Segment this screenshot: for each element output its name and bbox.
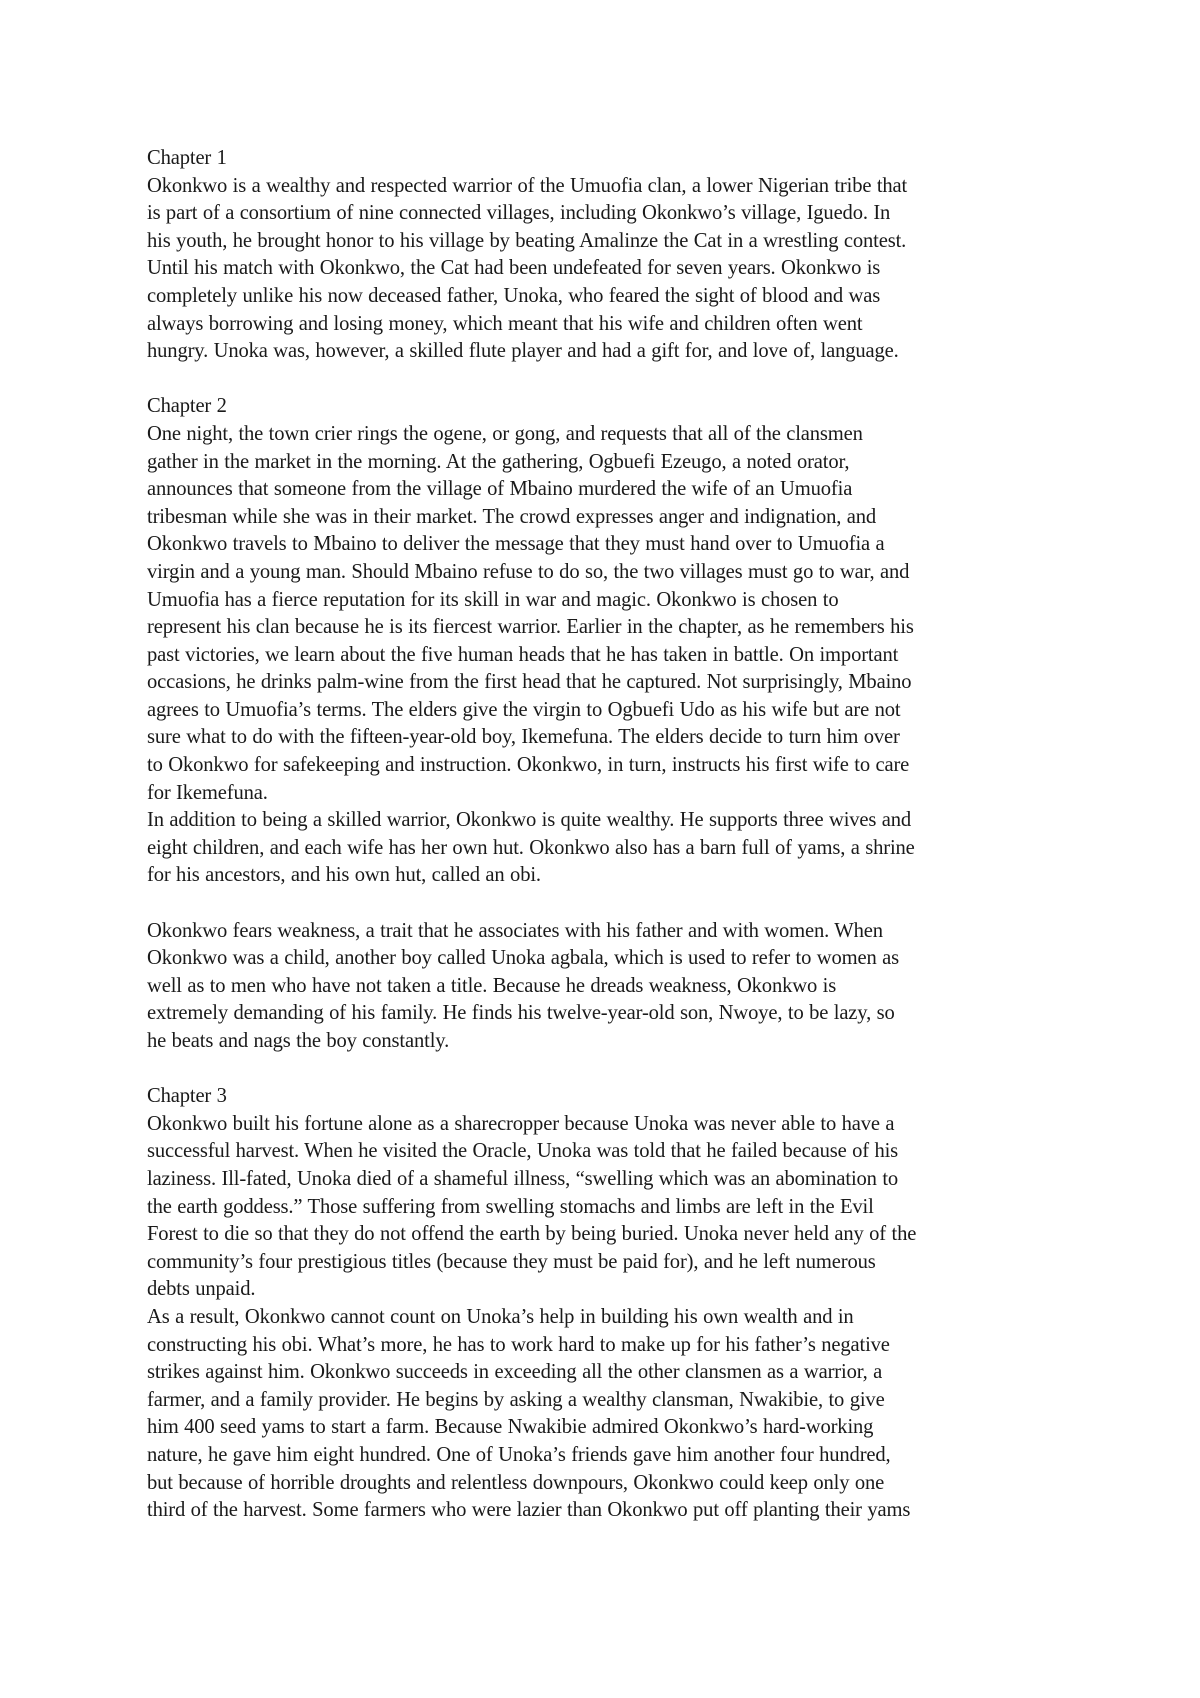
paragraph [147, 918, 1072, 1056]
text-line: constructing his obi. What’s more, he has to work hard to make up for his father’s negative [147, 1333, 890, 1356]
text-line: but because of horrible droughts and relentless downpours, Okonkwo could keep only one [147, 1471, 885, 1494]
text-line: strikes against him. Okonkwo succeeds in exceeding all the other clansmen as a warrior, a [147, 1361, 883, 1384]
text-line: Umuofia has a fierce reputation for its skill in war and magic. Okonkwo is chosen to [147, 588, 839, 611]
text-line: past victories, we learn about the five human heads that he has taken in battle. On important [147, 643, 899, 666]
text-line: he beats and nags the boy constantly. [147, 1030, 450, 1052]
text-line: always borrowing and losing money, which meant that his wife and children often went [147, 312, 863, 335]
text-line: Okonkwo fears weakness, a trait that he associates with his father and with women. When [147, 919, 883, 942]
blank-line [147, 1056, 1072, 1084]
text-line: extremely demanding of his family. He finds his twelve-year-old son, Nwoye, to be lazy, so [147, 1002, 895, 1025]
text-line: community’s four prestigious titles (because they must be paid for), and he left numerous [147, 1250, 876, 1273]
text-line: Okonkwo travels to Mbaino to deliver the message that they must hand over to Umuofia a [147, 533, 885, 556]
text-line: As a result, Okonkwo cannot count on Unoka’s help in building his own wealth and in [147, 1305, 854, 1328]
text-line: Okonkwo was a child, another boy called Unoka agbala, which is used to refer to women as [147, 947, 899, 970]
text-line: well as to men who have not taken a title. Because he dreads weakness, Okonkwo is [147, 974, 837, 997]
paragraph [147, 173, 1072, 366]
text-line: him 400 seed yams to start a farm. Because Nwakibie admired Okonkwo’s hard-working [147, 1416, 874, 1439]
text-line: Until his match with Okonkwo, the Cat had been undefeated for seven years. Okonkwo is [147, 257, 881, 280]
blank-line [147, 890, 1072, 918]
text-line: gather in the market in the morning. At the gathering, Ogbuefi Ezeugo, a noted orator, [147, 450, 850, 473]
text-line: eight children, and each wife has her own hut. Okonkwo also has a barn full of yams, a shrine [147, 836, 915, 859]
text-line: third of the harvest. Some farmers who were lazier than Okonkwo put off planting their yams [147, 1499, 911, 1522]
paragraph [147, 421, 1072, 807]
text-line: Forest to die so that they do not offend the earth by being buried. Unoka never held any of the [147, 1223, 917, 1246]
text-line: for Ikemefuna. [147, 781, 268, 804]
blank-line [147, 366, 1072, 394]
paragraph [147, 1304, 1072, 1525]
text-line: for his ancestors, and his own hut, called an obi. [147, 864, 541, 887]
text-line: to Okonkwo for safekeeping and instruction. Okonkwo, in turn, instructs his first wife to care [147, 754, 910, 777]
text-line: agrees to Umuofia’s terms. The elders give the virgin to Ogbuefi Udo as his wife but are not [147, 698, 901, 721]
text-line: Okonkwo is a wealthy and respected warrior of the Umuofia clan, a lower Nigerian tribe that [147, 174, 908, 197]
text-line: Okonkwo built his fortune alone as a sharecropper because Unoka was never able to have a [147, 1112, 895, 1135]
text-line: In addition to being a skilled warrior, Okonkwo is quite wealthy. He supports three wives and [147, 809, 912, 832]
text-line: One night, the town crier rings the ogene, or gong, and requests that all of the clansmen [147, 422, 863, 445]
document-body [147, 145, 1072, 1525]
text-line: farmer, and a family provider. He begins by asking a wealthy clansman, Nwakibie, to give [147, 1388, 885, 1411]
chapter-heading: Chapter 2 [147, 395, 227, 418]
text-line: tribesman while she was in their market. The crowd expresses anger and indignation, and [147, 505, 877, 528]
text-line: occasions, he drinks palm-wine from the first head that he captured. Not surprisingly, Mbaino [147, 671, 912, 694]
chapter-heading: Chapter 3 [147, 1085, 227, 1108]
text-line: nature, he gave him eight hundred. One of Unoka’s friends gave him another four hundred, [147, 1443, 891, 1466]
text-line: virgin and a young man. Should Mbaino refuse to do so, the two villages must go to war, and [147, 560, 910, 583]
text-line: announces that someone from the village of Mbaino murdered the wife of an Umuofia [147, 478, 853, 501]
paragraph [147, 807, 1072, 890]
text-line: hungry. Unoka was, however, a skilled flute player and had a gift for, and love of, language. [147, 340, 899, 363]
text-line: the earth goddess.” Those suffering from swelling stomachs and limbs are left in the Evil [147, 1195, 874, 1218]
text-line: is part of a consortium of nine connected villages, including Okonkwo’s village, Iguedo. In [147, 202, 891, 225]
text-line: successful harvest. When he visited the Oracle, Unoka was told that he failed because of his [147, 1140, 899, 1163]
paragraph [147, 1111, 1072, 1304]
text-line: completely unlike his now deceased father, Unoka, who feared the sight of blood and was [147, 284, 881, 307]
text-line: sure what to do with the fifteen-year-old boy, Ikemefuna. The elders decide to turn him over [147, 726, 900, 749]
text-line: laziness. Ill-fated, Unoka died of a shameful illness, “swelling which was an abomination to [147, 1167, 899, 1190]
text-line: represent his clan because he is its fiercest warrior. Earlier in the chapter, as he remembers his [147, 616, 914, 639]
text-line: debts unpaid. [147, 1278, 256, 1301]
text-line: his youth, he brought honor to his village by beating Amalinze the Cat in a wrestling contest. [147, 229, 907, 252]
chapter-heading: Chapter 1 [147, 147, 227, 169]
